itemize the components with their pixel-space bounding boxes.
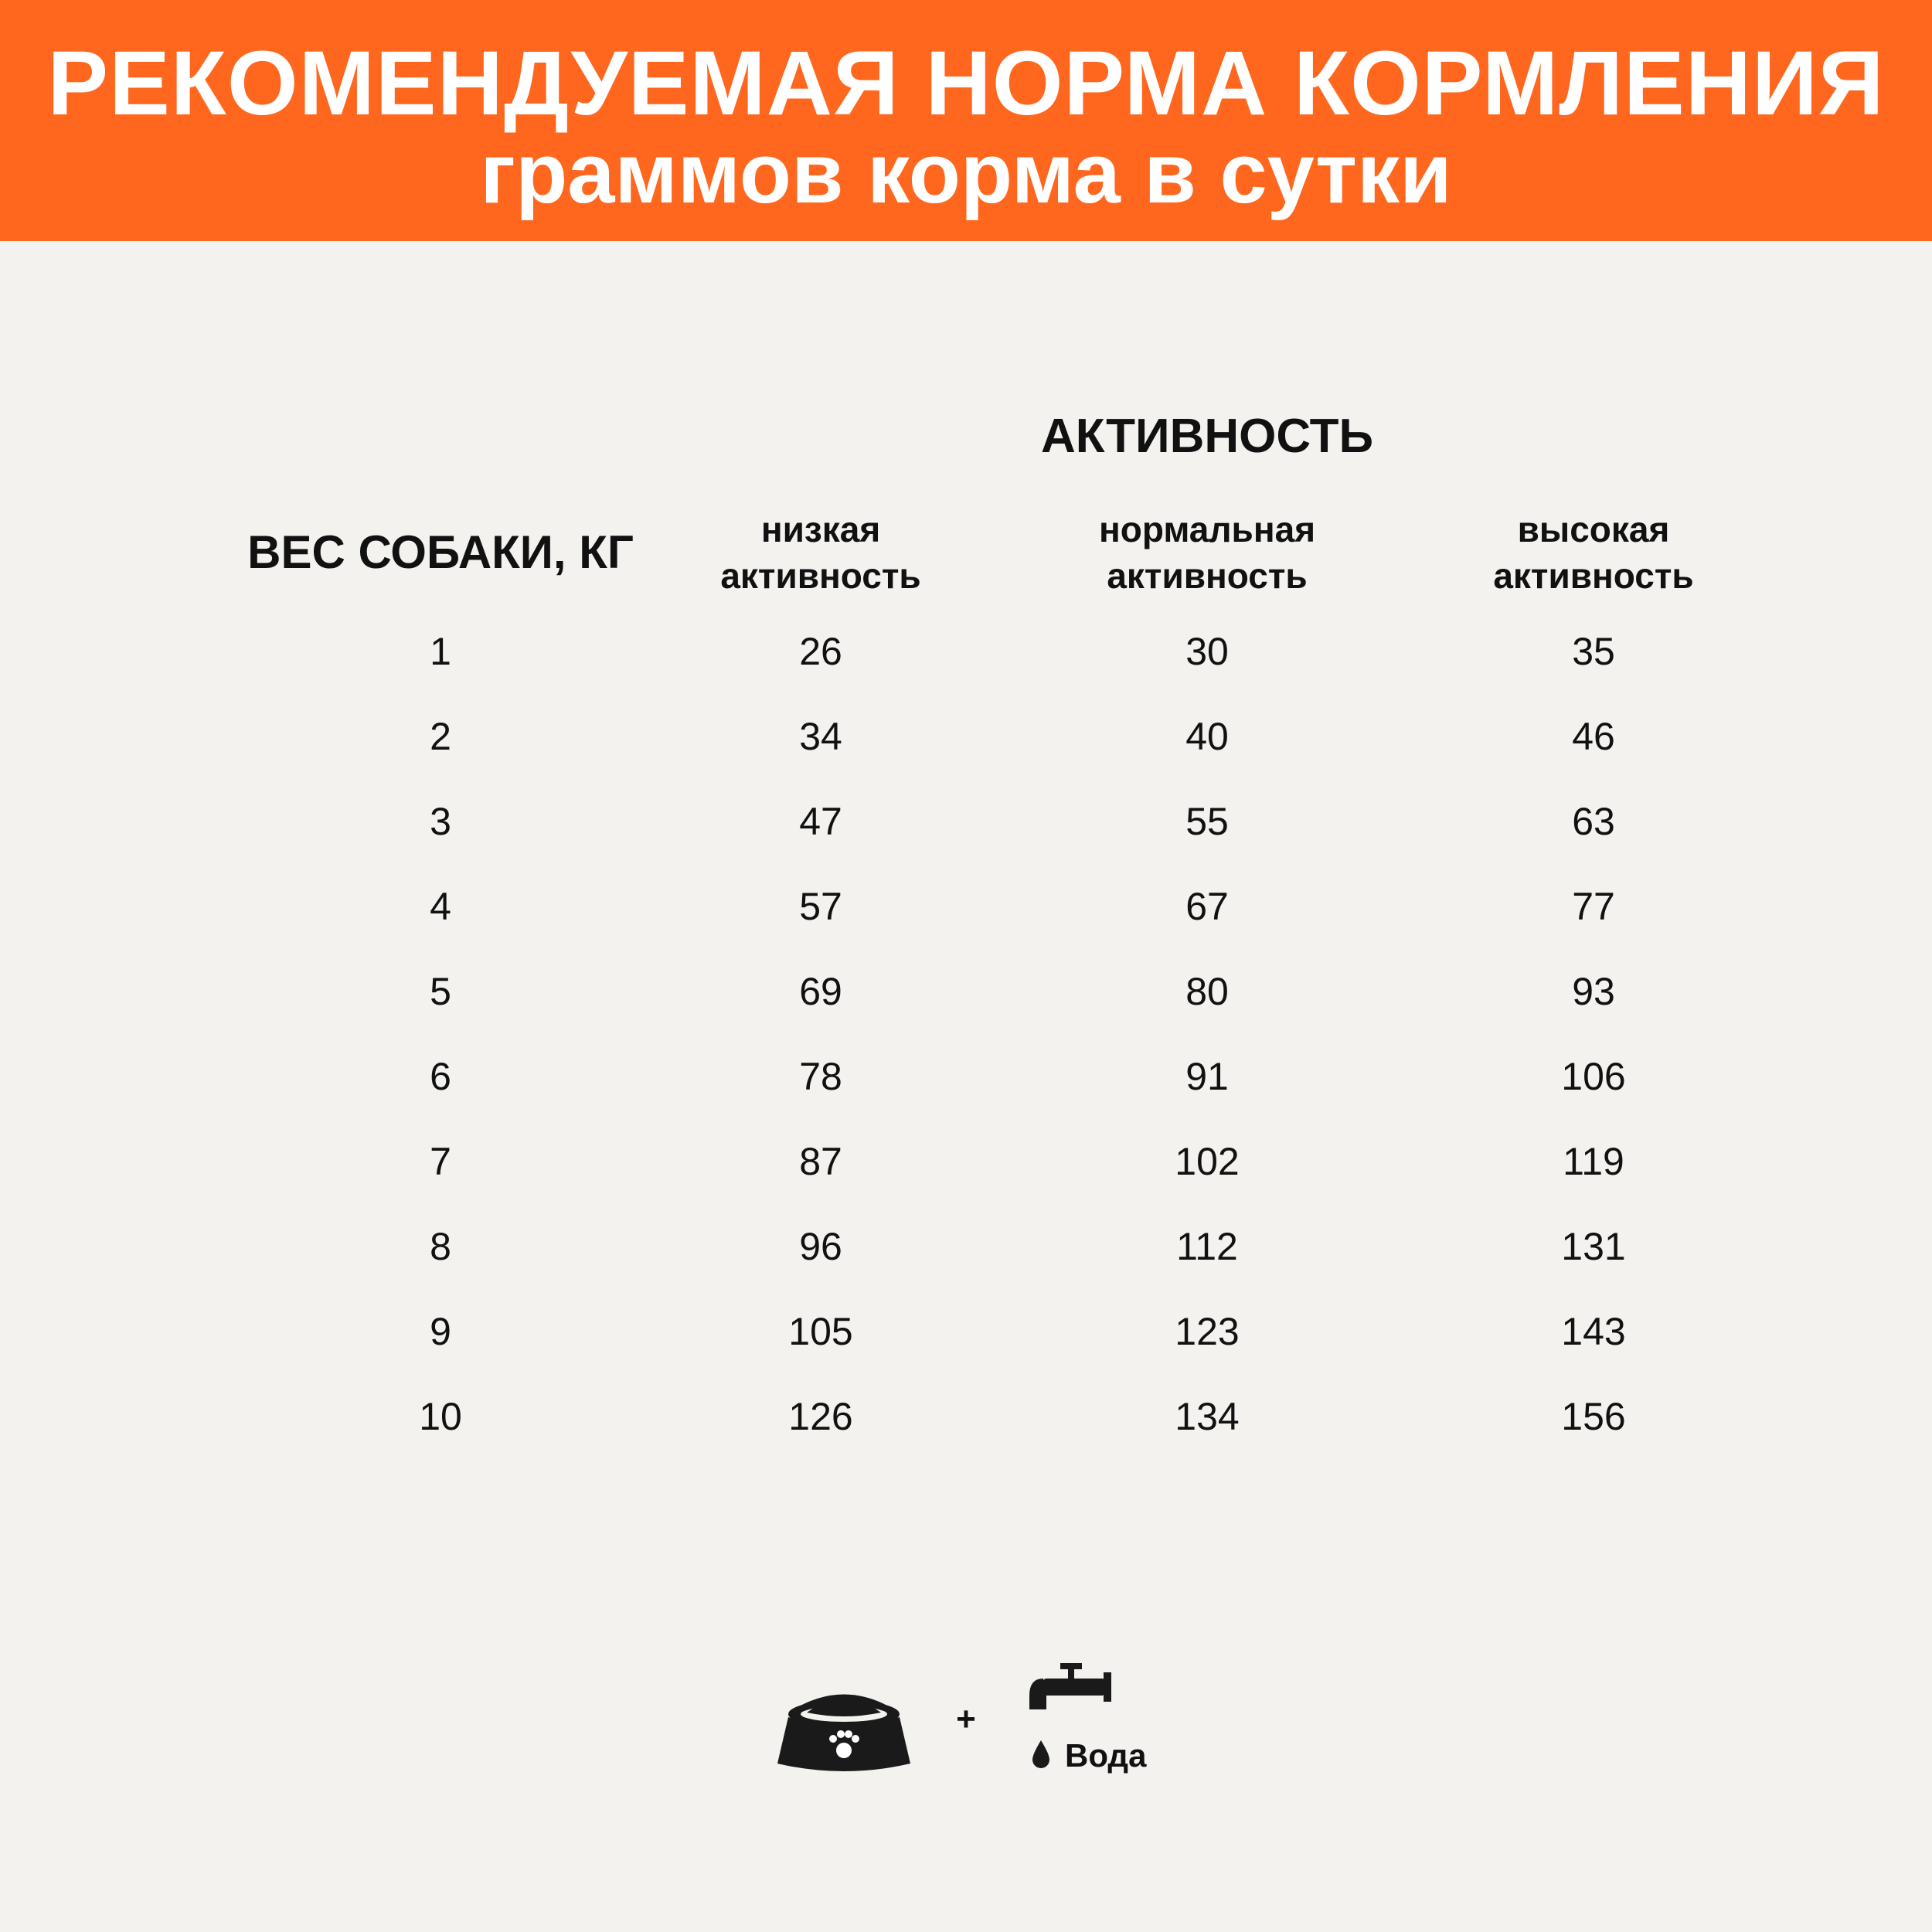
feeding-amount-cell: 78 <box>799 1055 842 1098</box>
feeding-amount-cell: 26 <box>799 630 842 673</box>
footer-legend <box>0 1662 1932 1785</box>
weight-cell: 3 <box>430 800 451 843</box>
weight-cell: 6 <box>430 1055 451 1098</box>
feeding-amount-cell: 57 <box>799 885 842 928</box>
page-title: РЕКОМЕНДУЕМАЯ НОРМА КОРМЛЕНИЯ <box>47 32 1885 134</box>
feeding-amount-cell: 102 <box>1175 1140 1240 1183</box>
feeding-amount-cell: 87 <box>799 1140 842 1183</box>
feeding-amount-cell: 46 <box>1572 715 1615 758</box>
food-bowl-icon <box>774 1677 913 1777</box>
water-label: Вода <box>1065 1737 1147 1774</box>
weight-cell: 9 <box>430 1310 451 1353</box>
feeding-amount-cell: 105 <box>788 1310 853 1353</box>
feeding-amount-cell: 35 <box>1572 630 1615 673</box>
column-header-line: нормальная <box>1098 509 1316 549</box>
table-row <box>0 1049 1932 1104</box>
feeding-amount-cell: 143 <box>1561 1310 1626 1353</box>
feeding-amount-cell: 93 <box>1572 970 1615 1013</box>
feeding-amount-cell: 96 <box>799 1225 842 1268</box>
feeding-amount-cell: 134 <box>1175 1395 1240 1438</box>
weight-column-header: ВЕС СОБАКИ, КГ <box>247 526 634 578</box>
feeding-amount-cell: 131 <box>1561 1225 1626 1268</box>
table-row <box>0 794 1932 849</box>
table-row <box>0 709 1932 764</box>
feeding-amount-cell: 55 <box>1185 800 1229 843</box>
feeding-amount-cell: 106 <box>1561 1055 1626 1098</box>
feeding-amount-cell: 77 <box>1572 885 1615 928</box>
weight-cell: 8 <box>430 1225 451 1268</box>
feeding-amount-cell: 80 <box>1185 970 1229 1013</box>
feeding-amount-cell: 47 <box>799 800 842 843</box>
weight-cell: 5 <box>430 970 451 1013</box>
weight-cell: 7 <box>430 1140 451 1183</box>
weight-cell: 4 <box>430 885 451 928</box>
column-header-line: высокая <box>1517 509 1670 549</box>
feeding-amount-cell: 69 <box>799 970 842 1013</box>
feeding-amount-cell: 126 <box>788 1395 853 1438</box>
table-row <box>0 1134 1932 1189</box>
weight-cell: 10 <box>419 1395 462 1438</box>
page-subtitle: граммов корма в сутки <box>480 126 1452 221</box>
feeding-amount-cell: 112 <box>1176 1225 1238 1268</box>
table-row <box>0 879 1932 934</box>
feeding-amount-cell: 123 <box>1175 1310 1240 1353</box>
weight-cell: 2 <box>430 715 451 758</box>
feeding-amount-cell: 63 <box>1572 800 1615 843</box>
column-header-line: активность <box>720 556 921 596</box>
feeding-amount-cell: 91 <box>1185 1055 1229 1098</box>
table-row <box>0 1389 1932 1444</box>
column-header-line: активность <box>1493 556 1694 596</box>
column-header-normal <box>1037 506 1377 599</box>
table-row <box>0 1304 1932 1359</box>
table-row <box>0 624 1932 679</box>
table-row <box>0 964 1932 1019</box>
weight-cell: 1 <box>430 630 451 673</box>
feeding-amount-cell: 67 <box>1185 885 1229 928</box>
feeding-amount-cell: 156 <box>1561 1395 1626 1438</box>
feeding-amount-cell: 34 <box>799 715 842 758</box>
feeding-amount-cell: 40 <box>1185 715 1229 758</box>
column-header-line: низкая <box>760 509 881 549</box>
plus-sign: + <box>956 1700 976 1738</box>
feeding-amount-cell: 30 <box>1185 630 1229 673</box>
table-row <box>0 1219 1932 1274</box>
water-drop-icon <box>1031 1739 1051 1770</box>
column-header-line: активность <box>1107 556 1308 596</box>
activity-title: АКТИВНОСТЬ <box>1040 410 1374 463</box>
header-banner <box>0 0 1932 241</box>
column-header-high <box>1423 506 1764 599</box>
feeding-amount-cell: 119 <box>1563 1140 1624 1183</box>
water-tap-icon <box>1028 1662 1113 1739</box>
column-header-low <box>651 506 991 599</box>
